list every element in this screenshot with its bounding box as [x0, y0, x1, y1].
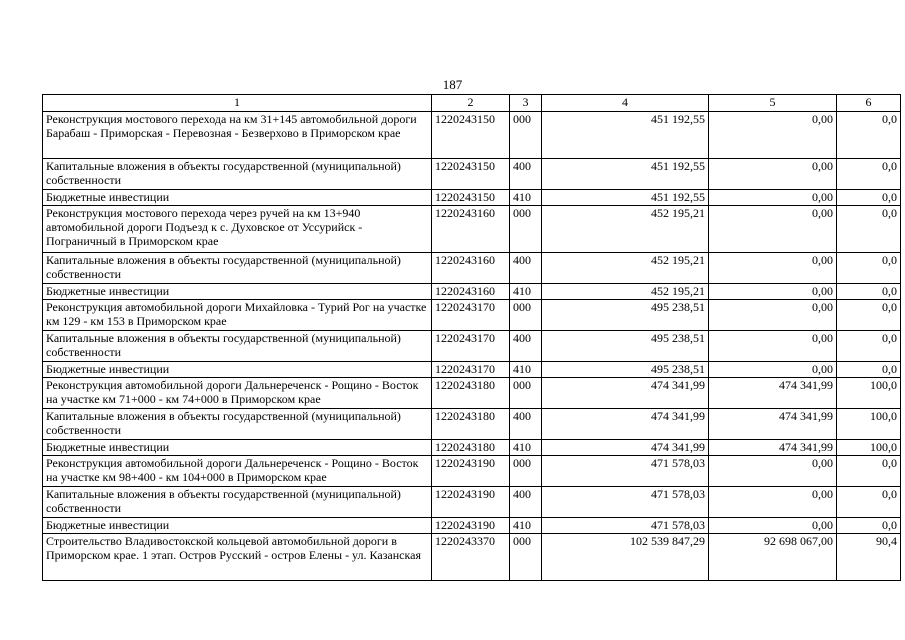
row-name-cell: Капитальные вложения в объекты государственной (муниципальной) собственности [43, 331, 432, 362]
row-code-cell: 1220243150 [432, 190, 510, 206]
row-value-col6-cell: 100,0 [837, 440, 901, 456]
row-value-col6-cell: 0,0 [837, 331, 901, 362]
row-type-cell: 000 [510, 300, 542, 331]
row-value-col5-cell: 0,00 [709, 112, 837, 159]
row-code-cell: 1220243180 [432, 440, 510, 456]
row-value-col6-cell: 0,0 [837, 253, 901, 284]
row-type-cell: 000 [510, 456, 542, 487]
row-value-col5-cell: 0,00 [709, 284, 837, 300]
page-number: 187 [442, 77, 463, 92]
table-row [43, 362, 901, 378]
row-value-col6-cell: 90,4 [837, 534, 901, 581]
table-row [43, 331, 901, 362]
row-value-col6-cell: 100,0 [837, 409, 901, 440]
row-value-col6-cell: 0,0 [837, 159, 901, 190]
row-value-col6-cell: 0,0 [837, 300, 901, 331]
row-value-col4-cell: 451 192,55 [542, 159, 709, 190]
table-row [43, 534, 901, 581]
row-value-col4-cell: 471 578,03 [542, 518, 709, 534]
row-type-cell: 400 [510, 253, 542, 284]
row-value-col4-cell: 474 341,99 [542, 378, 709, 409]
row-value-col6-cell: 0,0 [837, 284, 901, 300]
row-value-col4-cell: 495 238,51 [542, 331, 709, 362]
row-value-col4-cell: 452 195,21 [542, 284, 709, 300]
row-value-col5-cell: 474 341,99 [709, 378, 837, 409]
row-value-col5-cell: 0,00 [709, 362, 837, 378]
table-row [43, 206, 901, 253]
row-value-col5-cell: 0,00 [709, 206, 837, 253]
row-code-cell: 1220243370 [432, 534, 510, 581]
row-code-cell: 1220243170 [432, 362, 510, 378]
row-value-col6-cell: 0,0 [837, 206, 901, 253]
row-type-cell: 000 [510, 378, 542, 409]
row-value-col5-cell: 0,00 [709, 253, 837, 284]
table-row [43, 112, 901, 159]
row-value-col4-cell: 495 238,51 [542, 300, 709, 331]
column-header: 2 [432, 95, 510, 112]
row-name-cell: Реконструкция автомобильной дороги Дальнереченск - Рощино - Восток на участке км 98+400 - км 104+000 в Приморском крае [43, 456, 432, 487]
row-value-col5-cell: 474 341,99 [709, 409, 837, 440]
row-type-cell: 400 [510, 159, 542, 190]
table-body [43, 112, 901, 581]
row-value-col6-cell: 0,0 [837, 518, 901, 534]
header-row [43, 95, 901, 112]
column-header: 6 [837, 95, 901, 112]
row-value-col4-cell: 471 578,03 [542, 487, 709, 518]
row-name-cell: Строительство Владивостокской кольцевой автомобильной дороги в Приморском крае. 1 этап. Остров Русский - остров Елены - ул. Казанская [43, 534, 432, 581]
row-name-cell: Бюджетные инвестиции [43, 362, 432, 378]
row-name-cell: Бюджетные инвестиции [43, 440, 432, 456]
table-row [43, 409, 901, 440]
budget-table [42, 94, 901, 581]
row-name-cell: Капитальные вложения в объекты государственной (муниципальной) собственности [43, 253, 432, 284]
row-type-cell: 000 [510, 112, 542, 159]
table-row [43, 440, 901, 456]
row-code-cell: 1220243150 [432, 159, 510, 190]
row-name-cell: Капитальные вложения в объекты государственной (муниципальной) собственности [43, 159, 432, 190]
row-code-cell: 1220243170 [432, 300, 510, 331]
row-value-col5-cell: 0,00 [709, 487, 837, 518]
row-code-cell: 1220243180 [432, 378, 510, 409]
row-code-cell: 1220243170 [432, 331, 510, 362]
row-type-cell: 410 [510, 284, 542, 300]
row-value-col6-cell: 0,0 [837, 112, 901, 159]
row-type-cell: 400 [510, 331, 542, 362]
row-value-col6-cell: 100,0 [837, 378, 901, 409]
table-row [43, 159, 901, 190]
row-name-cell: Бюджетные инвестиции [43, 518, 432, 534]
row-value-col4-cell: 451 192,55 [542, 112, 709, 159]
row-value-col5-cell: 0,00 [709, 300, 837, 331]
row-name-cell: Реконструкция мостового перехода на км 31+145 автомобильной дороги Барабаш - Приморская - Перевозная - Безверхово в Приморском крае [43, 112, 432, 159]
row-name-cell: Капитальные вложения в объекты государственной (муниципальной) собственности [43, 487, 432, 518]
row-name-cell: Бюджетные инвестиции [43, 190, 432, 206]
row-type-cell: 000 [510, 534, 542, 581]
row-type-cell: 410 [510, 362, 542, 378]
row-type-cell: 410 [510, 190, 542, 206]
row-value-col4-cell: 471 578,03 [542, 456, 709, 487]
table-row [43, 284, 901, 300]
row-value-col5-cell: 0,00 [709, 456, 837, 487]
row-value-col6-cell: 0,0 [837, 456, 901, 487]
row-value-col6-cell: 0,0 [837, 362, 901, 378]
row-value-col4-cell: 495 238,51 [542, 362, 709, 378]
row-value-col6-cell: 0,0 [837, 190, 901, 206]
row-value-col6-cell: 0,0 [837, 487, 901, 518]
row-code-cell: 1220243190 [432, 518, 510, 534]
table-row [43, 300, 901, 331]
row-type-cell: 400 [510, 409, 542, 440]
row-value-col5-cell: 0,00 [709, 190, 837, 206]
table-row [43, 253, 901, 284]
row-name-cell: Реконструкция автомобильной дороги Дальнереченск - Рощино - Восток на участке км 71+000 - км 74+000 в Приморском крае [43, 378, 432, 409]
row-value-col4-cell: 474 341,99 [542, 440, 709, 456]
table-row [43, 487, 901, 518]
row-value-col5-cell: 0,00 [709, 159, 837, 190]
row-value-col4-cell: 452 195,21 [542, 253, 709, 284]
row-code-cell: 1220243160 [432, 253, 510, 284]
row-code-cell: 1220243190 [432, 456, 510, 487]
row-value-col4-cell: 102 539 847,29 [542, 534, 709, 581]
column-header: 5 [709, 95, 837, 112]
table-row [43, 456, 901, 487]
row-type-cell: 410 [510, 518, 542, 534]
row-value-col5-cell: 92 698 067,00 [709, 534, 837, 581]
row-value-col4-cell: 474 341,99 [542, 409, 709, 440]
row-code-cell: 1220243160 [432, 206, 510, 253]
table-row [43, 518, 901, 534]
row-code-cell: 1220243150 [432, 112, 510, 159]
row-code-cell: 1220243180 [432, 409, 510, 440]
row-value-col4-cell: 451 192,55 [542, 190, 709, 206]
table-row [43, 378, 901, 409]
row-name-cell: Реконструкция автомобильной дороги Михайловка - Турий Рог на участке км 129 - км 153 в Приморском крае [43, 300, 432, 331]
row-value-col5-cell: 0,00 [709, 518, 837, 534]
row-name-cell: Реконструкция мостового перехода через ручей на км 13+940 автомобильной дороги Подъезд к с. Духовское от Уссурийск - Пограничный в Приморском крае [43, 206, 432, 253]
row-type-cell: 000 [510, 206, 542, 253]
row-name-cell: Капитальные вложения в объекты государственной (муниципальной) собственности [43, 409, 432, 440]
row-code-cell: 1220243160 [432, 284, 510, 300]
row-value-col5-cell: 0,00 [709, 331, 837, 362]
row-name-cell: Бюджетные инвестиции [43, 284, 432, 300]
row-value-col5-cell: 474 341,99 [709, 440, 837, 456]
row-code-cell: 1220243190 [432, 487, 510, 518]
row-value-col4-cell: 452 195,21 [542, 206, 709, 253]
column-header: 3 [510, 95, 542, 112]
row-type-cell: 400 [510, 487, 542, 518]
column-header: 1 [43, 95, 432, 112]
table-row [43, 190, 901, 206]
column-header: 4 [542, 95, 709, 112]
row-type-cell: 410 [510, 440, 542, 456]
